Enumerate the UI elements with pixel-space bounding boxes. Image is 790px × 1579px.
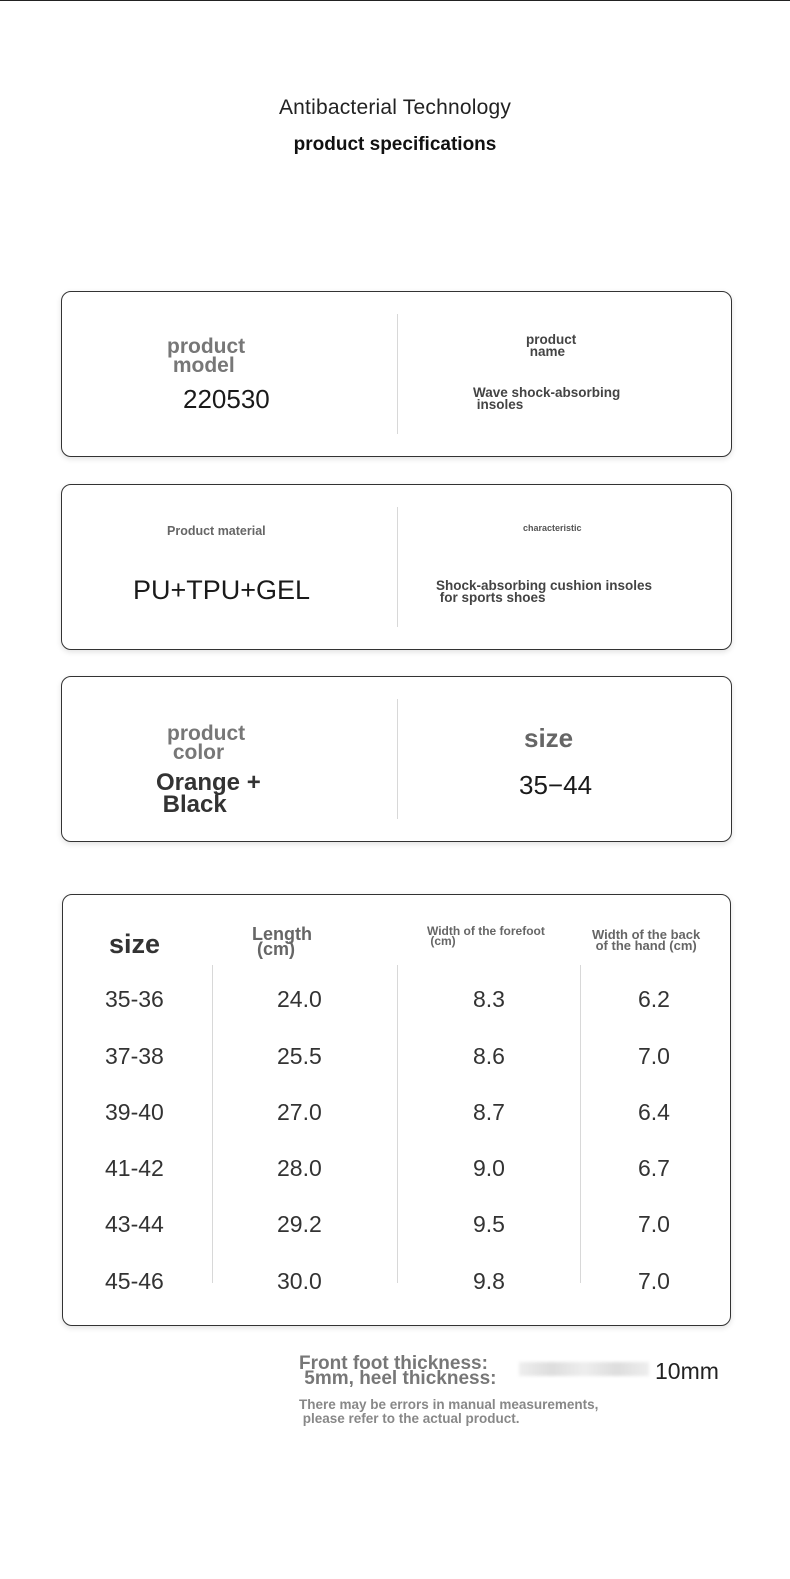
- length-cell: 30.0: [277, 1268, 322, 1294]
- disclaimer-line1: There may be errors in manual measurements,: [299, 1397, 599, 1413]
- header-title: product specifications: [293, 134, 497, 155]
- table-row: [63, 1099, 730, 1139]
- thickness-line2: 5mm, heel thickness:: [299, 1368, 497, 1390]
- back-width-cell: 7.0: [638, 1268, 670, 1294]
- table-row: [63, 986, 730, 1026]
- size-cell: 41-42: [105, 1155, 164, 1181]
- length-cell: 27.0: [277, 1099, 322, 1125]
- characteristic-value-line1: Shock-absorbing cushion insoles: [436, 578, 653, 593]
- forefoot-header-line2: (cm): [427, 934, 456, 949]
- length-cell: 24.0: [277, 986, 322, 1012]
- product-name-value: [473, 387, 620, 411]
- length-column-header: [252, 924, 312, 960]
- characteristic-label: characteristic: [523, 523, 582, 533]
- back-width-cell: 7.0: [638, 1211, 670, 1237]
- length-cell: 29.2: [277, 1211, 322, 1237]
- size-cell: 35-36: [105, 986, 164, 1012]
- product-name-value-line1: Wave shock-absorbing: [473, 385, 621, 400]
- forefoot-width-cell: 8.6: [473, 1043, 505, 1069]
- size-chart-table: [62, 894, 731, 1326]
- product-color-value-line2: Black: [156, 790, 227, 818]
- product-model-label-line2: model: [167, 353, 235, 377]
- disclaimer-line2: please refer to the actual product.: [299, 1410, 520, 1426]
- size-range-value: 35−44: [519, 770, 593, 800]
- size-column-header: size: [109, 929, 161, 959]
- back-width-column-header: [592, 927, 701, 954]
- product-color-label: [167, 722, 246, 764]
- product-material-label: Product material: [167, 524, 266, 538]
- back-width-header-line1: Width of the back: [592, 927, 701, 942]
- table-row: [63, 1043, 730, 1083]
- size-cell: 37-38: [105, 1043, 164, 1069]
- table-row: [63, 1155, 730, 1195]
- length-cell: 28.0: [277, 1155, 322, 1181]
- back-width-header-line2: of the hand (cm): [592, 938, 697, 954]
- thickness-note: [299, 1353, 739, 1426]
- size-label: size: [524, 723, 574, 753]
- forefoot-width-cell: 8.3: [473, 986, 505, 1012]
- product-model-label: [167, 335, 246, 377]
- back-width-cell: 6.2: [638, 986, 670, 1012]
- size-cell: 39-40: [105, 1099, 164, 1125]
- card-divider: [397, 699, 398, 819]
- header-subtitle: Antibacterial Technology: [278, 96, 512, 119]
- size-cell: 43-44: [105, 1211, 164, 1237]
- table-row: [63, 1268, 730, 1308]
- product-model-label-line1: product: [167, 335, 246, 358]
- spec-card-color-size: [61, 676, 732, 842]
- back-width-cell: 6.7: [638, 1155, 670, 1181]
- forefoot-width-cell: 8.7: [473, 1099, 505, 1125]
- forefoot-width-column-header: [427, 924, 545, 949]
- length-header-line1: Length: [252, 924, 312, 944]
- product-material-value: PU+TPU+GEL: [133, 575, 311, 605]
- product-color-label-line1: product: [167, 722, 246, 745]
- forefoot-width-cell: 9.5: [473, 1211, 505, 1237]
- measurement-disclaimer: [299, 1398, 739, 1425]
- product-name-label-line2: name: [526, 344, 566, 360]
- top-border-line: [0, 0, 790, 1]
- forefoot-width-cell: 9.8: [473, 1268, 505, 1294]
- product-name-label: [526, 334, 576, 358]
- size-cell: 45-46: [105, 1268, 164, 1294]
- length-header-line2: (cm): [252, 939, 296, 960]
- characteristic-value: [436, 580, 652, 604]
- back-width-cell: 7.0: [638, 1043, 670, 1069]
- forefoot-width-cell: 9.0: [473, 1155, 505, 1181]
- product-color-value-line1: Orange +: [156, 769, 261, 796]
- card-divider: [397, 507, 398, 627]
- table-row: [63, 1211, 730, 1251]
- back-width-cell: 6.4: [638, 1099, 670, 1125]
- spec-card-material-characteristic: [61, 484, 732, 650]
- thickness-line1: Front foot thickness:: [299, 1353, 488, 1374]
- product-name-value-line2: insoles: [473, 397, 524, 413]
- spec-card-model-name: [61, 291, 732, 457]
- product-model-value: 220530: [183, 384, 270, 414]
- product-color-value: [156, 769, 261, 818]
- blurred-text-area: [519, 1362, 649, 1376]
- card-divider: [397, 314, 398, 434]
- length-cell: 25.5: [277, 1043, 322, 1069]
- product-name-label-line1: product: [526, 332, 577, 347]
- heel-thickness-value: 10mm: [655, 1358, 719, 1384]
- forefoot-header-line1: Width of the forefoot: [427, 924, 545, 938]
- product-color-label-line2: color: [167, 740, 225, 764]
- page-header: [0, 96, 790, 156]
- characteristic-value-line2: for sports shoes: [436, 590, 546, 606]
